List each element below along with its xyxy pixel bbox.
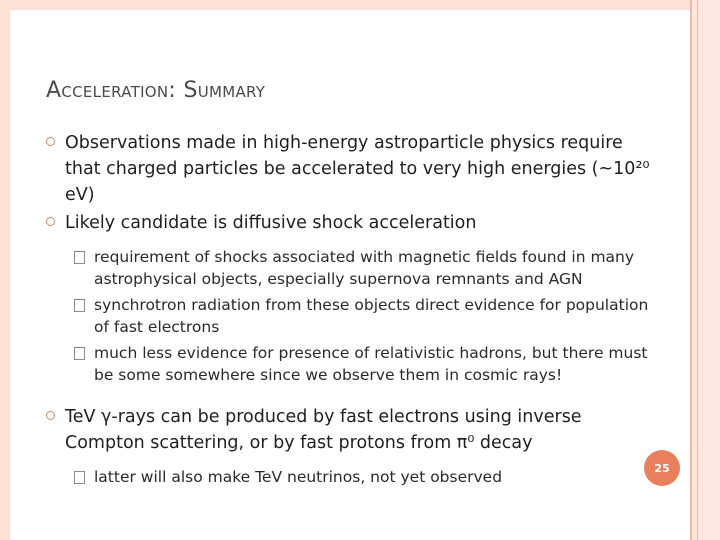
sub-bullet-item bbox=[46, 342, 656, 386]
sub-bullet-item bbox=[46, 466, 656, 488]
bullet-text: Likely candidate is diffusive shock acceleration bbox=[65, 213, 477, 233]
bullet-item bbox=[46, 404, 656, 456]
square-bullet-icon bbox=[74, 299, 85, 312]
sub-bullet-text: requirement of shocks associated with magnetic fields found in many astrophysical objects, especially supernova remnants and AGN bbox=[94, 248, 635, 288]
bullet-text: TeV γ-rays can be produced by fast electrons using inverse Compton scattering, or by fast protons from π⁰ decay bbox=[65, 407, 582, 453]
bullet-text: Observations made in high-energy astroparticle physics require that charged particles be accelerated to very high energies (~10²⁰ eV) bbox=[65, 133, 650, 205]
square-bullet-icon bbox=[74, 471, 85, 484]
square-bullet-icon bbox=[74, 347, 85, 360]
sub-bullet-text: much less evidence for presence of relativistic hadrons, but there must be some somewhere since we observe them in cosmic rays! bbox=[94, 344, 648, 384]
sub-bullet-text: latter will also make TeV neutrinos, not yet observed bbox=[94, 468, 503, 486]
slide-title: Acceleration: Summary bbox=[46, 78, 266, 103]
slide-frame-right-line-thin bbox=[697, 0, 698, 540]
square-bullet-icon bbox=[74, 251, 85, 264]
slide-frame-right-line bbox=[690, 0, 692, 540]
page-number: 25 bbox=[654, 461, 670, 475]
ring-bullet-icon bbox=[46, 411, 55, 420]
sub-bullet-text: synchrotron radiation from these objects direct evidence for population of fast electrons bbox=[94, 296, 649, 336]
bullet-item bbox=[46, 130, 656, 208]
slide-frame-left bbox=[0, 0, 10, 540]
bullet-item bbox=[46, 210, 656, 236]
ring-bullet-icon bbox=[46, 217, 55, 226]
slide-frame-top bbox=[0, 0, 720, 10]
page-number-badge bbox=[644, 450, 680, 486]
slide-body bbox=[46, 130, 656, 492]
sub-bullet-item bbox=[46, 294, 656, 338]
sub-bullet-item bbox=[46, 246, 656, 290]
ring-bullet-icon bbox=[46, 137, 55, 146]
